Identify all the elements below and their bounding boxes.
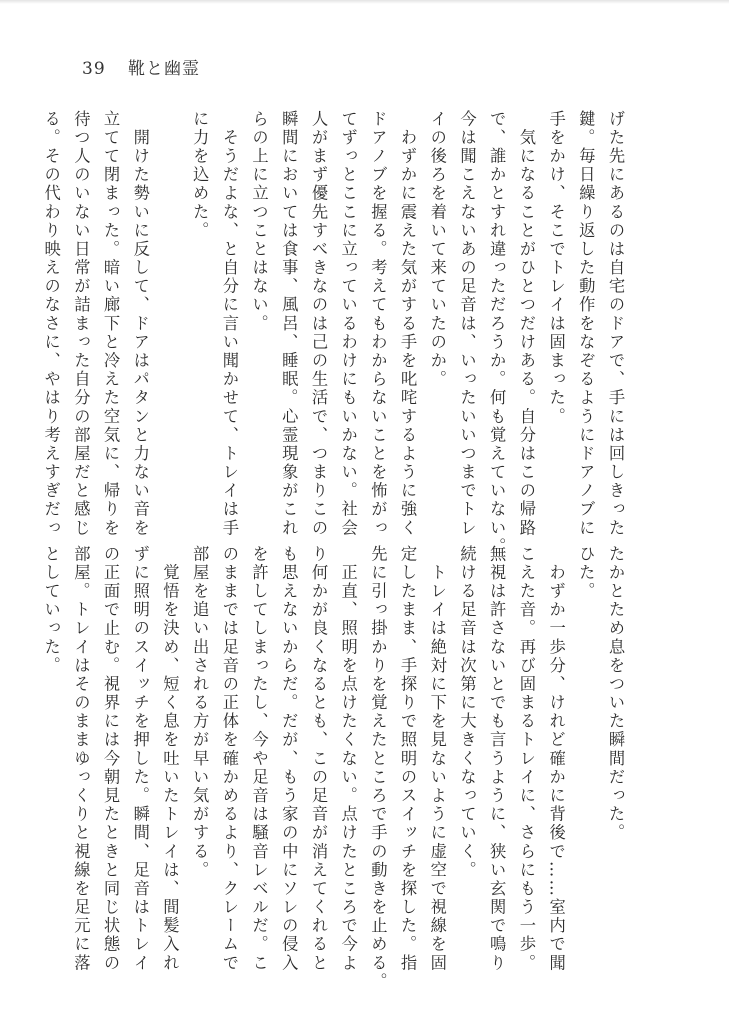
text-line: げた先にあるのは自宅のドアで、手には回しきった xyxy=(606,110,625,538)
text-line: てずっとここに立っているわけにもいかない。社会 xyxy=(338,110,358,538)
text-line: 部屋。トレイはそのままゆっくりと視線を足元に落 xyxy=(71,545,91,973)
text-line: のままでは足音の正体を確かめるより、クレームで xyxy=(219,545,239,973)
text-line: 手をかけ、そこでトレイは固まった。 xyxy=(546,110,566,427)
text-line: 定したまま、手探りで照明のスイッチを探した。指 xyxy=(398,545,418,973)
text-line: わずか一歩分、けれど確かに背後で……室内で聞 xyxy=(546,545,566,973)
text-line: 続ける足音は次第に大きくなっていく。 xyxy=(457,545,477,880)
page-edge-shadow xyxy=(0,0,729,4)
running-header xyxy=(82,54,200,79)
text-line: も思えないからだ。だが、もう家の中にソレの侵入 xyxy=(279,545,299,973)
text-line: としていった。 xyxy=(41,545,61,676)
upper-text-block xyxy=(36,110,630,557)
text-line: 無視は許さないとでも言うように、狭い玄関で鳴り xyxy=(487,545,507,973)
text-line: イの後ろを着いて来ていたのか。 xyxy=(427,110,447,389)
text-line: 先に引っ掛かりを覚えたところで手の動きを止める。 xyxy=(368,545,388,992)
text-line: に力を込めた。 xyxy=(190,110,210,241)
text-line: の正面で止む。視界には今朝見たときと同じ状態の xyxy=(101,545,121,973)
text-line: る。その代わり映えのなさに、やはり考えすぎだっ xyxy=(41,110,61,538)
text-line: トレイは絶対に下を見ないように虚空で視線を固 xyxy=(427,545,447,973)
text-line: こえた音。再び固まるトレイに、さらにもう一歩。 xyxy=(516,545,536,973)
text-line: 正直、照明を点けたくない。点けたところで今よ xyxy=(338,545,358,973)
section-break xyxy=(155,110,185,505)
page-number: 39 xyxy=(82,59,106,79)
text-line: ひた。 xyxy=(576,545,596,601)
text-line: 立てて閉まった。暗い廊下と冷えた空気に、帰りを xyxy=(101,110,121,538)
text-line: を許してしまったし、今や足音は騒音レベルだ。こ xyxy=(249,545,269,973)
text-line: 覚悟を決め、短く息を吐いたトレイは、間髪入れ xyxy=(160,545,180,973)
text-line: で、誰かとすれ違っただろうか。何も覚えていない。 xyxy=(487,110,507,557)
text-line: 待つ人のいない日常が詰まった自分の部屋だと感じ xyxy=(71,110,91,538)
text-line: 人がまず優先すべきなのは己の生活で、つまりこの xyxy=(308,110,328,538)
text-line: 瞬間においては食事、風呂、睡眠。心霊現象がこれ xyxy=(279,110,299,538)
text-line: ずに照明のスイッチを押した。瞬間、足音はトレイ xyxy=(130,545,150,973)
text-line: ドアノブを握る。考えてもわからないことを怖がっ xyxy=(368,110,388,538)
text-line: 今は聞こえないあの足音は、いったいいつまでトレ xyxy=(457,110,477,538)
text-line: 開けた勢いに反して、ドアはパタンと力ない音を xyxy=(130,110,150,538)
text-line: わずかに震えた気がする手を叱咤するように強く xyxy=(398,110,418,538)
text-line: り何かが良くなるとも、この足音が消えてくれると xyxy=(308,545,328,973)
text-line: たかとため息をついた瞬間だった。 xyxy=(606,545,625,843)
text-line: そうだよな、と自分に言い聞かせて、トレイは手 xyxy=(219,110,239,538)
text-line: らの上に立つことはない。 xyxy=(249,110,269,334)
lower-text-block xyxy=(36,545,630,992)
text-line: 鍵。毎日繰り返した動作をなぞるようにドアノブに xyxy=(576,110,596,538)
chapter-title: 靴と幽霊 xyxy=(128,59,201,79)
text-line: 気になることがひとつだけある。自分はこの帰路 xyxy=(516,110,536,538)
text-line: 部屋を追い出される方が早い気がする。 xyxy=(190,545,210,880)
